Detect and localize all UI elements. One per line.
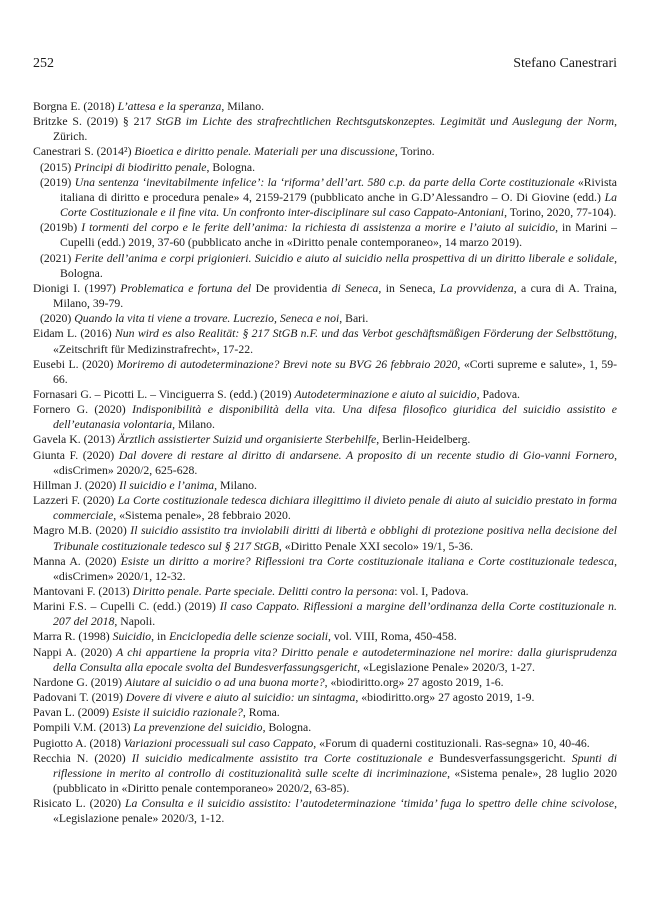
bibliography-entry	[33, 599, 617, 629]
entry-title: La Corte Costituzionale e il fine vita. Un confronto inter-disciplinare sul caso Cappato-Antoniani	[60, 190, 617, 220]
bibliography-entry	[33, 448, 617, 478]
entry-title: Esiste il suicidio razionale?	[111, 706, 243, 720]
entry-title: Il caso Cappato. Riflessioni a margine dell’ordinanza della Corte costituzionale n. 207 del 2018	[53, 600, 617, 629]
entry-text: , Milano.	[172, 418, 215, 432]
entry-title: Il suicidio medicalmente assistito tra Corte costituzionale e	[131, 751, 434, 765]
entry-text: Padovani T. (2019)	[33, 691, 126, 705]
entry-text: , «disCrimen» 2020/1, 12-32.	[53, 554, 617, 583]
entry-text: Marra R. (1998)	[33, 630, 113, 644]
entry-text: Canestrari S. (2014²)	[33, 145, 135, 159]
entry-text: , Milano.	[221, 100, 265, 113]
entry-text: Eusebi L. (2020)	[33, 357, 117, 371]
entry-text: De providentia	[251, 281, 332, 295]
entry-text: , «Corti supreme e salute», 1, 59-66.	[53, 357, 618, 386]
entry-text: Nardone G. (2019)	[33, 675, 126, 689]
entry-title: Moriremo di autodeterminazione? Brevi note su BVG 26 febbraio 2020	[116, 357, 458, 371]
entry-text: , Berlin-Heidelberg.	[376, 433, 471, 447]
entry-text: (2019b)	[40, 221, 82, 235]
entry-title: Bioetica e diritto penale. Materiali per una discussione	[134, 145, 395, 159]
entry-text: Marini F.S. – Cupelli C. (edd.) (2019)	[33, 600, 220, 614]
entry-title: Quando la vita ti viene a trovare. Lucrezio, Seneca e noi	[74, 312, 340, 326]
bibliography-entry	[33, 690, 617, 705]
bibliography-entry	[33, 311, 617, 326]
entry-title: Suicidio	[112, 630, 152, 644]
entry-title: Enciclopedia delle scienze sociali	[169, 630, 328, 644]
bibliography-entry	[33, 675, 617, 690]
entry-text: Magro M.B. (2020)	[33, 524, 131, 538]
entry-text: Pompili V.M. (2013)	[33, 721, 134, 735]
entry-text: Giunta F. (2020)	[33, 448, 119, 462]
entry-text: , «Sistema penale», 28 febbraio 2020.	[113, 509, 291, 523]
page-number: 252	[33, 56, 54, 71]
bibliography-entry	[33, 493, 617, 523]
entry-text: , Torino.	[394, 145, 435, 159]
bibliography-entry	[33, 357, 617, 387]
entry-text: (2020)	[40, 312, 75, 326]
entry-text: , a cura di A. Traina, Milano, 39-79.	[53, 281, 617, 311]
entry-title: L’attesa e la speranza	[117, 100, 222, 113]
entry-text: , «Legislazione Penale» 2020/3, 1-27.	[357, 660, 535, 674]
entry-text: , «biodiritto.org» 27 agosto 2019, 1-6.	[324, 675, 504, 689]
entry-text: (2019)	[40, 175, 75, 189]
bibliography-entry	[33, 99, 617, 114]
entry-text: Fornasari G. – Picotti L. – Vinciguerra S. (edd.) (2019)	[33, 387, 295, 401]
entry-title: Una sentenza ‘inevitabilmente infelice’: la ‘riforma’ dell’art. 580 c.p. da parte della Corte costituzionale	[74, 175, 575, 189]
bibliography-entry	[33, 175, 617, 220]
bibliography-entry	[33, 114, 617, 144]
entry-text: , «Forum di quaderni costituzionali. Ras-segna» 10, 40-46.	[313, 736, 590, 750]
entry-title: Il suicidio e l’anima	[119, 478, 215, 492]
entry-text: Mantovani F. (2013)	[33, 585, 133, 598]
entry-text: , «disCrimen» 2020/2, 625-628.	[53, 448, 618, 477]
entry-text: Fornero G. (2020)	[33, 403, 133, 417]
entry-title: Dal dovere di restare al diritto di andarsene. A proposito di un recente studio di Gio-vanni Fornero	[118, 448, 615, 462]
entry-title: di Seneca	[331, 281, 379, 295]
entry-text: , Bologna.	[262, 721, 312, 735]
entry-text: Borgna E. (2018)	[33, 100, 118, 113]
entry-title: Problematica e fortuna del	[120, 281, 252, 295]
bibliography-entry	[33, 144, 617, 159]
entry-text: , Napoli.	[114, 615, 156, 629]
entry-text: , Bologna.	[60, 251, 617, 280]
entry-title: La Corte costituzionale tedesca dichiara illegittimo il divieto penale di aiuto al suicidio prestato in forma commerciale	[53, 494, 617, 523]
entry-title: Aiutare al suicidio o ad una buona morte?	[125, 675, 325, 689]
bibliography-entry	[33, 584, 617, 599]
entry-text: : vol. I, Padova.	[394, 585, 469, 598]
bibliography-entry	[33, 387, 617, 402]
bibliography-entry	[33, 326, 617, 356]
entry-text: Hillman J. (2020)	[33, 478, 120, 492]
entry-title: Autodeterminazione e aiuto al suicidio	[294, 387, 477, 401]
entry-title: La Consulta e il suicidio assistito: l’autodeterminazione ‘timida’ fuga lo spettro delle chine scivolose	[125, 797, 615, 811]
entry-text: , in	[151, 630, 170, 644]
entry-title: Dovere di vivere e aiuto al suicidio: un sintagma	[125, 691, 356, 705]
running-header	[33, 56, 617, 76]
entry-title: Il suicidio assistito tra inviolabili diritti di libertà e obblighi di protezione positiva nella decisione del Tribunale costituzionale tedesco sul § 217 StGB	[53, 524, 617, 553]
entry-text: , Bari.	[339, 312, 369, 326]
entry-text: , Torino, 2020, 77-104).	[504, 206, 617, 220]
entry-title: I tormenti del corpo e le ferite dell’anima: la richiesta di assistenza a morire e l’aiuto al suicidio	[81, 221, 556, 235]
entry-title: Ärztlich assistierter Suizid und organisierte Sterbehilfe	[117, 433, 377, 447]
entry-text: , in Marini – Cupelli (edd.) 2019, 37-60 (pubblicato anche in «Diritto penale contemporaneo», 14 marzo 2019).	[60, 221, 617, 250]
entry-title: Variazioni processuali sul caso Cappato	[123, 736, 314, 750]
entry-text: Nappi A. (2020)	[33, 645, 117, 659]
entry-text: «Rivista italiana di diritto e procedura penale» 4, 2159-2179 (pubblicato anche in G.D’Alessandro – O. Di Giovine (edd.)	[60, 175, 617, 204]
entry-title: Principi di biodiritto penale	[74, 160, 207, 174]
entry-text: , Padova.	[476, 387, 520, 401]
entry-text: Dionigi I. (1997)	[33, 281, 121, 295]
entry-text: Pavan L. (2009)	[33, 706, 112, 720]
entry-text: , in Seneca,	[378, 281, 440, 295]
entry-text: , Roma.	[242, 706, 280, 720]
bibliography-entry	[33, 402, 617, 432]
entry-text: (2021)	[40, 251, 75, 265]
entry-title: Nun wird es also Realität: § 217 StGB n.F. und das Verbot geschäftsmäßigen Förderung der Selbsttötung	[114, 327, 615, 341]
entry-text: Pugiotto A. (2018)	[33, 736, 124, 750]
entry-title: Diritto penale. Parte speciale. Delitti contro la persona	[132, 585, 395, 598]
bibliography-entry	[33, 478, 617, 493]
bibliography-entry	[33, 720, 617, 735]
bibliography-entry	[33, 629, 617, 644]
bibliography-entry	[33, 251, 617, 281]
entry-text: , «Diritto Penale XXI secolo» 19/1, 5-36.	[278, 539, 474, 553]
entry-title: Spunti di riflessione in merito al controllo di costituzionalità sulle scelte di incriminazione	[53, 751, 617, 780]
entry-text: , «Legislazione penale» 2020/3, 1-12.	[53, 797, 617, 826]
entry-title: Indisponibilità e disponibilità della vita. Una difesa filosofico giuridica del suicidio assistito e dell’eutanasia volontaria	[53, 403, 618, 432]
bibliography-entry	[33, 220, 617, 250]
entry-text: Eidam L. (2016)	[33, 327, 115, 341]
entry-text: , «biodiritto.org» 27 agosto 2019, 1-9.	[355, 691, 535, 705]
entry-title: La prevenzione del suicidio	[133, 721, 263, 735]
entry-text: Lazzeri F. (2020)	[33, 494, 118, 508]
entry-text: Bundesverfassungsgericht.	[433, 751, 572, 765]
entry-title: A chi appartiene la propria vita? Diritto penale e autodeterminazione nel morire: dalla giurisprudenza della Consulta alla epocale svolta del Bundesverfassungsgericht	[53, 645, 617, 674]
entry-text: , Bologna.	[206, 160, 256, 174]
bibliography-entry	[33, 281, 617, 311]
bibliography-entry	[33, 554, 617, 584]
entry-text: Recchia N. (2020)	[33, 751, 132, 765]
entry-text: Gavela K. (2013)	[33, 433, 118, 447]
running-author: Stefano Canestrari	[513, 56, 617, 71]
entry-text: Risicato L. (2020)	[33, 797, 125, 811]
entry-text: Manna A. (2020)	[33, 554, 121, 568]
bibliography-entry	[33, 160, 617, 175]
entry-text: , «Sistema penale», 28 luglio 2020 (pubblicato in «Diritto penale contemporaneo» 2020/2, 63-85).	[53, 766, 617, 796]
bibliography-entry	[33, 736, 617, 751]
entry-text: , Zürich.	[53, 115, 617, 144]
entry-text: , vol. VIII, Roma, 450-458.	[328, 630, 457, 644]
bibliography-entry	[33, 705, 617, 720]
entry-title: StGB im Lichte des strafrechtlichen Rechtsgutskonzeptes. Legimität und Auslegung der Norm	[156, 115, 615, 129]
bibliography-entry	[33, 796, 617, 826]
entry-title: Ferite dell’anima e corpi prigionieri. Suicidio e aiuto al suicidio nella prospettiva di un diritto liberale e solidale	[74, 251, 615, 265]
bibliography-entry	[33, 751, 617, 796]
bibliography-entry	[33, 432, 617, 447]
bibliography-entry	[33, 523, 617, 553]
bibliography-list	[33, 99, 617, 827]
entry-text: (2015)	[40, 160, 75, 174]
entry-title: Esiste un diritto a morire? Riflessioni tra Corte costituzionale italiana e Corte costituzionale tedesca	[120, 554, 615, 568]
entry-text: , Milano.	[214, 478, 257, 492]
entry-text: Britzke S. (2019) § 217	[33, 115, 157, 129]
entry-title: La provvidenza	[439, 281, 514, 295]
entry-text: , «Zeitschrift für Medizinstrafrecht», 17-22.	[53, 327, 617, 356]
bibliography-entry	[33, 645, 617, 675]
